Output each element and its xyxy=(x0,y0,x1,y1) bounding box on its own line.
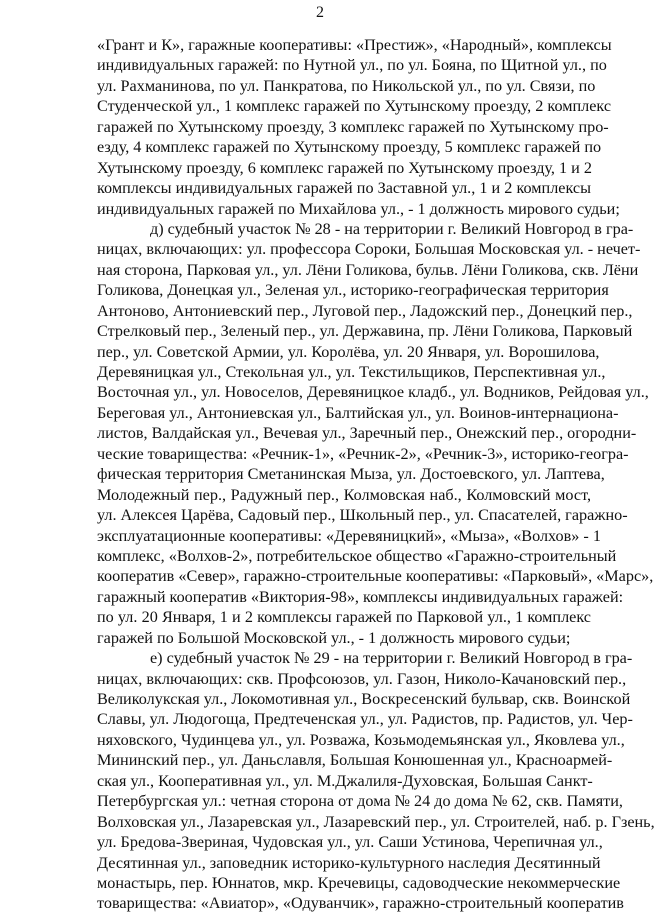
text-line: ницах, включающих: скв. Профсоюзов, ул. Газон, Николо-Качановский пер., xyxy=(97,669,627,688)
text-line: ная сторона, Парковая ул., ул. Лёни Голикова, бульв. Лёни Голикова, скв. Лёни xyxy=(97,260,639,279)
text-line: ул. Алексея Царёва, Садовый пер., Школьный пер., ул. Спасателей, гаражно- xyxy=(97,506,628,525)
text-line: «Грант и К», гаражные кооперативы: «Престиж», «Народный», комплексы xyxy=(97,36,612,54)
text-line: Хутынскому проезду, 6 комплекс гаражей по Хутынскому проезду, 1 и 2 xyxy=(97,158,592,177)
text-line: Петербургская ул.: четная сторона от дома № 24 до дома № 62, скв. Памяти, xyxy=(97,792,623,811)
paragraph xyxy=(97,35,620,219)
text-line: монастырь, пер. Юннатов, мкр. Кречевицы, садоводческие некоммерческие xyxy=(97,873,621,892)
text-line: комплексы индивидуальных гаражей по Заставной ул., 1 и 2 комплексы xyxy=(97,179,591,198)
page-number: 2 xyxy=(316,4,324,21)
text-line: эксплуатационные кооперативы: «Деревяницкий», «Мыза», «Волхов» - 1 xyxy=(97,526,601,545)
text-line: листов, Валдайская ул., Вечевая ул., Заречный пер., Онежский пер., огородни- xyxy=(97,424,637,443)
text-line: по ул. 20 Января, 1 и 2 комплексы гаражей по Парковой ул., 1 комплекс xyxy=(97,608,591,627)
text-line: гаражей по Хутынскому проезду, 3 комплекс гаражей по Хутынскому про- xyxy=(97,117,609,136)
text-line: ницах, включающих: ул. профессора Сороки, Большая Московская ул. - нечет- xyxy=(97,240,641,259)
text-line: гаражей по Большой Московской ул., - 1 должность мирового судьи; xyxy=(97,628,571,647)
text-line: Антоново, Антониевский пер., Луговой пер., Ладожский пер., Донецкий пер., xyxy=(97,301,633,320)
document-body xyxy=(97,35,655,914)
text-line: Молодежный пер., Радужный пер., Колмовская наб., Колмовский мост, xyxy=(97,485,591,504)
text-line: Деревяницкая ул., Стекольная ул., ул. Текстильщиков, Перспективная ул., xyxy=(97,363,606,381)
text-line: фическая территория Сметанинская Мыза, ул. Достоевского, ул. Лаптева, xyxy=(97,465,605,484)
text-line: Мининский пер., ул. Даньславля, Большая Конюшенная ул., Красноармей- xyxy=(97,751,613,770)
text-line: д) судебный участок № 28 - на территории г. Великий Новгород в гра- xyxy=(150,219,634,238)
text-line: Великолукская ул., Локомотивная ул., Воскресенский бульвар, скв. Воинской xyxy=(97,690,631,708)
text-line: гаражный кооператив «Виктория-98», комплексы индивидуальных гаражей: xyxy=(97,587,624,606)
text-line: Волховская ул., Лазаревская ул., Лазаревский пер., ул. Строителей, наб. р. Гзень, xyxy=(97,812,655,831)
text-line: товарищества: «Авиатор», «Одуванчик», гаражно-строительный кооператив xyxy=(97,894,624,913)
text-line: ул. Рахманинова, по ул. Панкратова, по Никольской ул., по ул. Связи, по xyxy=(97,76,596,95)
text-line: Голикова, Донецкая ул., Зеленая ул., историко-географическая территория xyxy=(97,281,609,300)
text-line: Десятинная ул., заповедник историко-культурного наследия Десятинный xyxy=(97,853,601,872)
paragraph xyxy=(97,648,655,914)
text-line: пер., ул. Советской Армии, ул. Королёва, ул. 20 Января, ул. Ворошилова, xyxy=(97,342,600,361)
text-line: ская ул., Кооперативная ул., ул. М.Джалиля-Духовская, Большая Санкт- xyxy=(97,771,593,790)
text-line: кооператив «Север», гаражно-строительные кооперативы: «Парковый», «Марс», xyxy=(97,567,654,586)
text-line: е) судебный участок № 29 - на территории г. Великий Новгород в гра- xyxy=(150,649,633,668)
paragraph xyxy=(97,219,654,648)
text-line: няховского, Чудинцева ул., ул. Розважа, Козьмодемьянская ул., Яковлева ул., xyxy=(97,730,625,749)
text-line: Береговая ул., Антониевская ул., Балтийская ул., ул. Воинов-интернациона- xyxy=(97,403,619,422)
text-line: комплекс, «Волхов-2», потребительское общество «Гаражно-строительный xyxy=(97,546,617,565)
text-line: Стрелковый пер., Зеленый пер., ул. Державина, пр. Лёни Голикова, Парковый xyxy=(97,322,633,341)
text-line: Славы, ул. Людогоща, Предтеченская ул., ул. Радистов, пр. Радистов, ул. Чер- xyxy=(97,710,633,729)
text-line: индивидуальных гаражей: по Нутной ул., по ул. Бояна, по Щитной ул., по xyxy=(97,56,607,75)
text-line: индивидуальных гаражей по Михайлова ул., - 1 должность мирового судьи; xyxy=(97,199,620,218)
text-line: ул. Бредова-Звериная, Чудовская ул., ул. Саши Устинова, Черепичная ул., xyxy=(97,833,603,852)
text-line: Студенческой ул., 1 комплекс гаражей по Хутынскому проезду, 2 комплекс xyxy=(97,97,612,116)
text-line: ческие товарищества: «Речник-1», «Речник-2», «Речник-3», историко-геогра- xyxy=(97,444,629,463)
text-line: Восточная ул., ул. Новоселов, Деревяницкое кладб., ул. Водников, Рейдовая ул., xyxy=(97,383,649,402)
text-line: езду, 4 комплекс гаражей по Хутынскому проезду, 5 комплекс гаражей по xyxy=(97,138,602,157)
